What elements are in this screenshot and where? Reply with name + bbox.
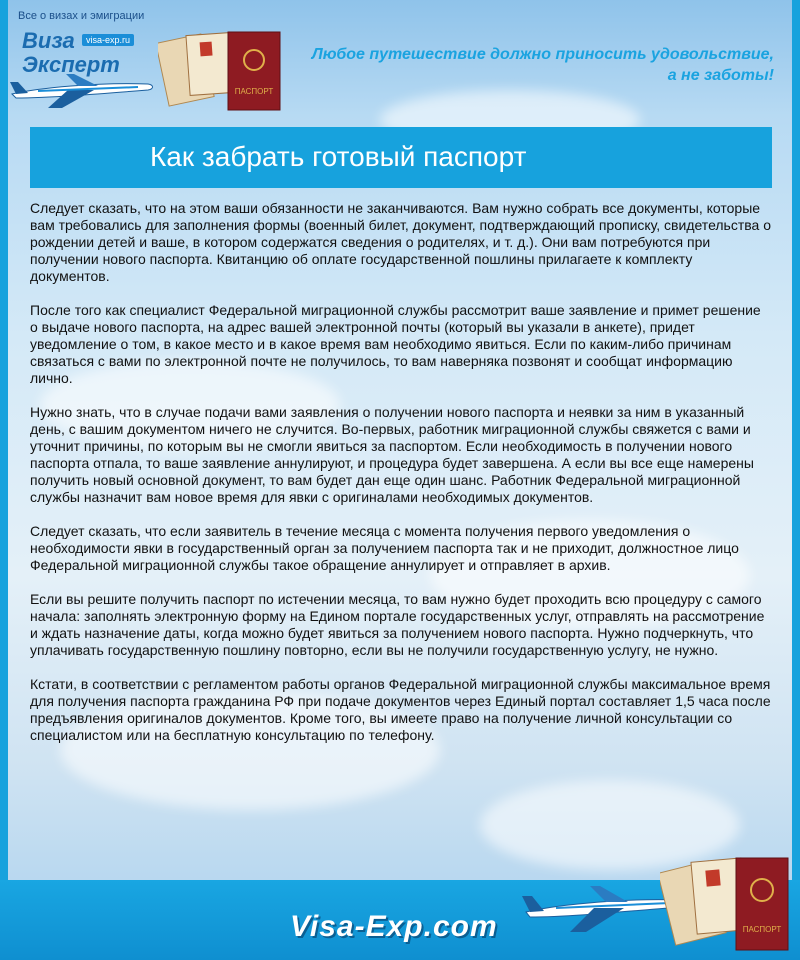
article-paragraph: Следует сказать, что если заявитель в течение месяца с момента получения первого уведомления о необходимости явки в государственный орган за получением паспорта так и не приходит, должностное лицо Федеральной миграционной службы такое обращение аннулирует и отправляет в архив. bbox=[30, 523, 739, 573]
article-paragraph: Следует сказать, что на этом ваши обязанности не заканчиваются. Вам нужно собрать все документы, которые вам требовались для заполнения формы (военный билет, документ, подтверждающий прописку, свидетельства о рождении детей и ваше, в котором содержатся сведения о родителях, и т. д.). Они вам потребуются при получении нового паспорта. Квитанцию об оплате государственной пошлины прилагаете к комплекту документов. bbox=[30, 200, 772, 284]
slogan-line-2: а не заботы! bbox=[667, 67, 774, 84]
passport-label: ПАСПОРТ bbox=[234, 87, 274, 96]
site-tagline: Все о визах и эмиграции bbox=[18, 10, 145, 22]
airplane-icon bbox=[8, 68, 158, 112]
header-slogan bbox=[304, 44, 774, 86]
article-paragraph: Нужно знать, что в случае подачи вами заявления о получении нового паспорта и неявки за ним в указанный день, с вашим документом ничего не случится. Во-первых, работник миграционной службы свяжется с вами и уточнит причины, по которым вы не смогли явиться за паспортом. Если необходимость в получении нового паспорта отпала, то ваше заявление аннулируют, и процедура будет завершена. А если вы все еще намерены получить новый основной документ, то вам будет дан еще один шанс. Работник Федеральной миграционной службы назначит вам новое время для явки с оригиналами необходимых документов. bbox=[30, 404, 754, 505]
page-title: Как забрать готовый паспорт bbox=[150, 141, 527, 172]
slogan-line-1: Любое путешествие должно приносить удовольствие, bbox=[311, 46, 774, 63]
title-banner bbox=[30, 127, 772, 188]
site-logo[interactable] bbox=[8, 6, 308, 116]
footer-passport-documents-icon bbox=[660, 850, 792, 956]
article-body bbox=[30, 200, 772, 761]
article-paragraph: Если вы решите получить паспорт по истечении месяца, то вам нужно будет проходить всю процедуру с самого начала: заполнять электронную форму на Едином портале государственных услуг, отправлять на рассмотрение и ждать назначение даты, когда можно будет явиться за получением нового паспорта. Нужно подчеркнуть, что уплачивать государственную пошлину повторно, если вы не получили государственную услугу, не нужно. bbox=[30, 591, 765, 658]
logo-word-viza: Виза bbox=[22, 28, 75, 53]
footer-passport-label: ПАСПОРТ bbox=[742, 925, 782, 934]
passport-documents-icon bbox=[158, 28, 288, 116]
article-paragraph: Кстати, в соответствии с регламентом работы органов Федеральной миграционной службы максимальное время для получения паспорта гражданина РФ при подаче документов через Единый портал составляет 1,5 часа после предъявления оригиналов документов. Кроме того, вы имеете право на получение личной консультации со специалистом или на бесплатную консультацию по телефону. bbox=[30, 676, 771, 743]
logo-url-badge: visa-exp.ru bbox=[82, 34, 134, 46]
logo-word-expert: Эксперт bbox=[22, 52, 120, 77]
article-paragraph: После того как специалист Федеральной миграционной службы рассмотрит ваше заявление и примет решение о выдаче нового паспорта, на адрес вашей электронной почты (который вы указали в анкете), придет уведомление о том, в какое место и в какое время вам необходимо явиться. Если по каким-либо причинам связаться с вами по электронной почте не получилось, то вам наверняка позвонят и сообщат информацию лично. bbox=[30, 302, 761, 386]
footer-site-link[interactable]: Visa-Exp.com bbox=[290, 910, 498, 943]
